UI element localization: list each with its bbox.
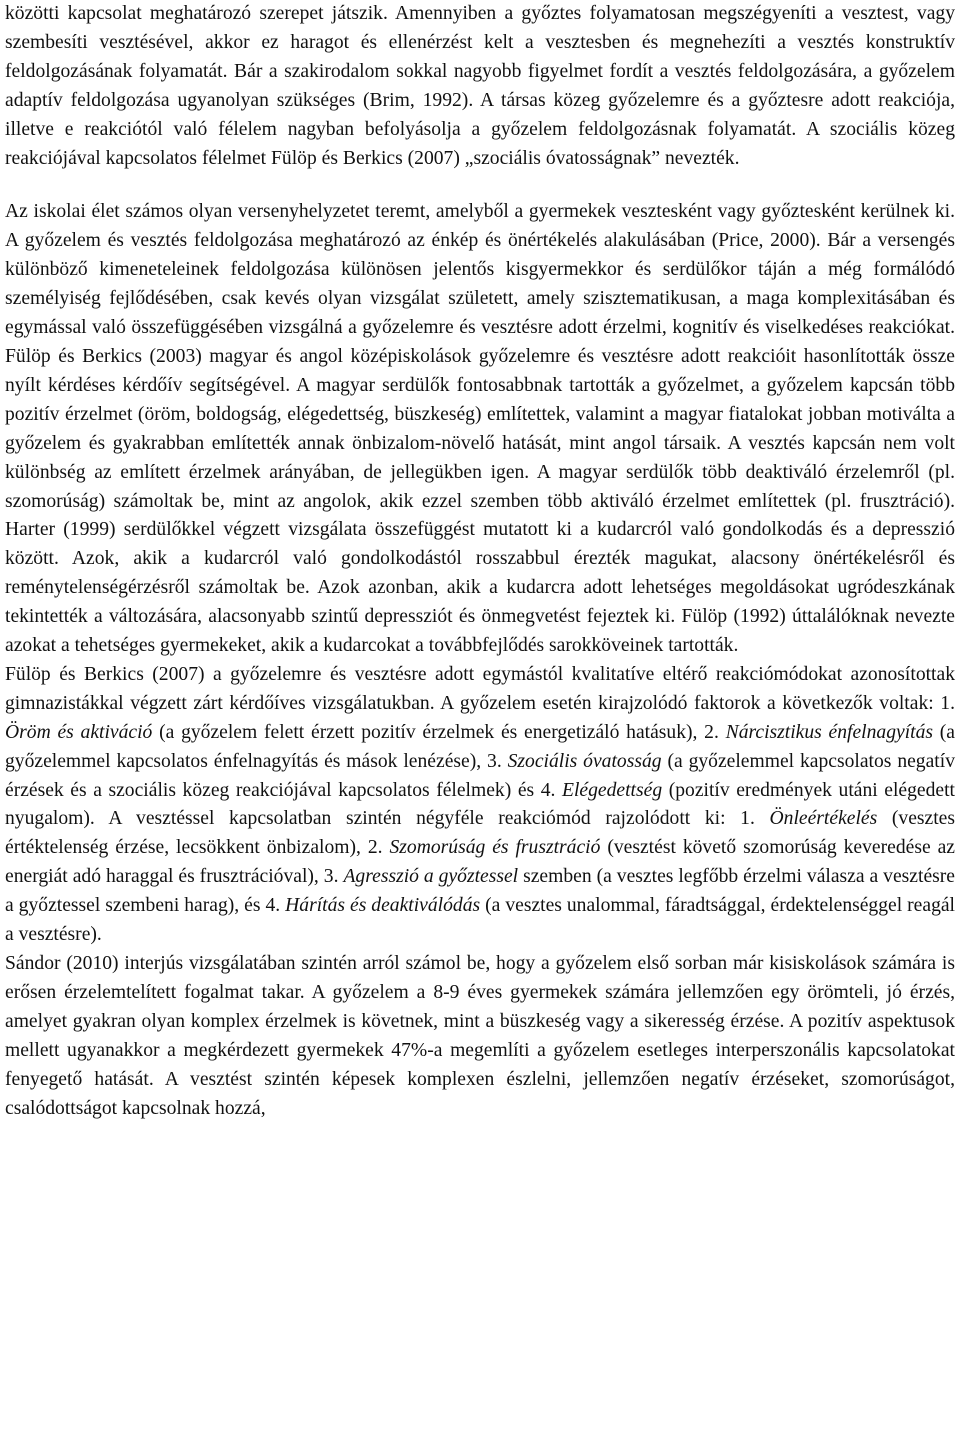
paragraph-3-text: Fülöp és Berkics (2007) a győzelemre és vesztésre adott egymástól kvalitatíve eltérő reakciómódokat azonosítottak gimnazistákkal végzett zárt kérdőíves vizsgálatukban. A győzelem esetén kirajzolódó faktorok a következők voltak: 1. bbox=[5, 663, 955, 714]
factor-joy-activation: Öröm és aktiváció bbox=[5, 721, 153, 743]
paragraph-3-text: szemben (a vesztes legfőbb érzelmi válasza a vesztésre a győztessel szembeni harag), és 4. bbox=[5, 866, 955, 917]
factor-denial-deactivation: Hárítás és deaktiválódás bbox=[285, 895, 481, 917]
paragraph-3-text: (pozitív eredmények utáni elégedett nyugalom). A vesztéssel kapcsolatban szintén négyféle reakciómód rajzolódott ki: 1. bbox=[5, 779, 956, 830]
paragraph-3-text: (vesztést követő szomorúság keveredése az energiát adó haraggal és frusztrációval), 3. bbox=[5, 837, 955, 888]
factor-narcissistic-self-enhancement: Nárcisztikus énfelnagyítás bbox=[725, 721, 934, 743]
document-page bbox=[5, 0, 955, 1123]
factor-sadness-frustration: Szomorúság és frusztráció bbox=[389, 837, 601, 859]
paragraph-1: közötti kapcsolat meghatározó szerepet játszik. Amennyiben a győztes folyamatosan megszégyeníti a vesztest, vagy szembesíti vesztésével, akkor ez haragot és ellenérzést kelt a vesztesben és megnehezíti a vesztés konstruktív feldolgozásának folyamatát. Bár a szakirodalom sokkal nagyobb figyelmet fordít a vesztés feldolgozására, a győzelem adaptív feldolgozása ugyanolyan szükséges (Brim, 1992). A társas közeg győzelemre és a győztesre adott reakciója, illetve e reakciótól való félelem nagyban befolyásolja a győzelem feldolgozásnak folyamatát. A szociális közeg reakciójával kapcsolatos félelmet Fülöp és Berkics (2007) „szociális óvatosságnak” nevezték. bbox=[5, 3, 955, 169]
paragraph-2: Az iskolai élet számos olyan versenyhelyzetet teremt, amelyből a gyermekek vesztesként vagy győztesként kerülnek ki. A győzelem és vesztés feldolgozása meghatározó az énkép és önértékelés alakulásában (Price, 2000). Bár a versengés különböző kimeneteleinek feldolgozása különösen jelentős kisgyermekkor és serdülőkor táján a még formálódó személyiség fejlődésében, csak kevés olyan vizsgálat született, amely szisztematikusan, a maga komplexitásában és egymással való összefüggésében vizsgálná a győzelemre és vesztésre adott érzelmi, kognitív és viselkedéses reakciókat. Fülöp és Berkics (2003) magyar és angol középiskolások győzelemre és vesztésre adott reakcióit hasonlították össze nyílt kérdéses kérdőív segítségével. A magyar serdülők fontosabbnak tartották a győzelmet, a győzelem kapcsán több pozitív érzelmet (öröm, boldogság, elégedettség, büszkeség) említettek, valamint a magyar fiatalokat jobban motiválta a győzelem és gyakrabban említették annak önbizalom-növelő hatását, mint angol társaik. A vesztés kapcsán nem volt különbség az említett érzelmek arányában, de jellegükben igen. A magyar serdülők több deaktiváló érzelemről (pl. szomorúság) számoltak be, mint az angolok, akik ezzel szemben több aktiváló érzelmet említettek (pl. frusztráció). Harter (1999) serdülőkkel végzett vizsgálata összefüggést mutatott ki a kudarcról való gondolkodás és a depresszió között. Azok, akik a kudarcról való gondolkodástól rosszabbul érezték magukat, alacsony önértékelésről és reménytelenségérzésről számoltak be. Azok azonban, akik a kudarcra adott lehetséges megoldásokat ugródeszkának tekintették a változására, alacsonyabb szintű depressziót és önmegvetést fejeztek ki. Fülöp (1992) úttalálóknak nevezte azokat a tehetséges gyermekeket, akik a kudarcokat a továbbfejlődés sarokköveinek tartották. bbox=[5, 201, 955, 657]
factor-satisfaction: Elégedettség bbox=[562, 779, 663, 801]
paragraph-3-text: (a vesztes unalommal, fáradtsággal, érdektelenséggel reagál a vesztésre). bbox=[5, 895, 956, 946]
factor-self-devaluation: Önleértékelés bbox=[769, 808, 878, 830]
paragraph-3-text: (a győzelem felett érzett pozitív érzelmek és energetizáló hatásuk), 2. bbox=[152, 721, 726, 743]
factor-social-caution: Szociális óvatosság bbox=[507, 750, 662, 772]
paragraph-3-text: (vesztes értéktelenség érzése, lecsökkent önbizalom), 2. bbox=[5, 808, 955, 859]
paragraph-3 bbox=[5, 661, 955, 950]
factor-aggression-toward-winner: Agresszió a győztessel bbox=[343, 866, 519, 888]
paragraph-3-text: (a győzelemmel kapcsolatos énfelnagyítás és mások lenézése), 3. bbox=[5, 721, 955, 772]
paragraph-4: Sándor (2010) interjús vizsgálatában szintén arról számol be, hogy a győzelem első sorban már kisiskolások számára is erősen érzelemtelített fogalmat takar. A győzelem a 8-9 éves gyermekek számára jellemzően egy örömteli, jó érzés, amelyet gyakran olyan komplex érzelmek is követnek, mint a büszkeség vagy a sikeresség érzése. A pozitív aspektusok mellett ugyanakkor a megkérdezett gyermekek 47%-a megemlíti a győzelem esetleges interperszonális kapcsolatokat fenyegető hatását. A vesztést szintén képesek komplexen észlelni, jellemzően negatív érzéseket, szomorúságot, csalódottságot kapcsolnak hozzá, bbox=[5, 953, 955, 1119]
paragraph-3-text: (a győzelemmel kapcsolatos negatív érzések és a szociális közeg reakciójával kapcsolatos félelmek) és 4. bbox=[5, 750, 955, 801]
